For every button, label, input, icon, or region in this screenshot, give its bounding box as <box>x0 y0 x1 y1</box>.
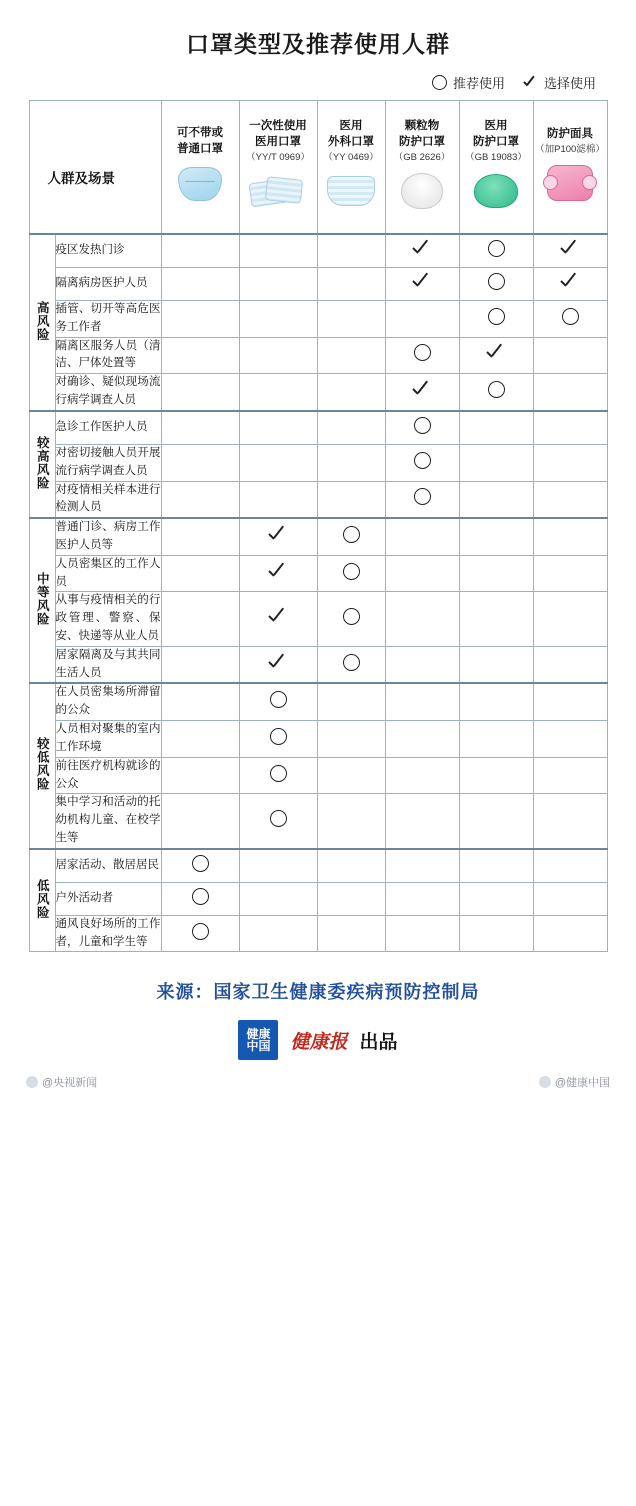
mark-cell-empty <box>533 757 607 794</box>
corner-label: 人群及场景 <box>47 171 115 186</box>
mark-cell-empty <box>459 444 533 481</box>
scenario-cell: 从事与疫情相关的行政管理、警察、保安、快递等从业人员 <box>55 592 161 646</box>
legend <box>0 59 636 100</box>
mark-cell-empty <box>161 411 239 445</box>
table-row <box>29 592 607 646</box>
table-row <box>29 646 607 683</box>
mark-cell-circle <box>459 301 533 338</box>
col1-line1: 一次性使用 <box>249 120 307 133</box>
mark-cell-empty <box>385 683 459 720</box>
mark-cell-empty <box>459 794 533 849</box>
mark-cell-circle <box>533 301 607 338</box>
mark-cell-empty <box>459 411 533 445</box>
mark-cell-empty <box>161 794 239 849</box>
column-header-surgical <box>317 101 385 235</box>
mark-cell-check <box>239 555 317 592</box>
mark-cell-empty <box>533 882 607 915</box>
col4-line2: 防护口罩 <box>473 135 519 148</box>
mark-cell-empty <box>459 757 533 794</box>
scenario-cell: 普通门诊、病房工作医护人员等 <box>55 518 161 555</box>
scenario-cell: 人员相对聚集的室内工作环境 <box>55 721 161 758</box>
mark-cell-circle <box>459 268 533 301</box>
mark-cell-check <box>239 592 317 646</box>
mark-cell-empty <box>317 481 385 518</box>
credits <box>0 1060 636 1090</box>
mark-cell-empty <box>385 915 459 952</box>
mark-cell-empty <box>459 555 533 592</box>
table-row <box>29 234 607 268</box>
scenario-cell: 隔离区服务人员（清洁、尸体处置等 <box>55 337 161 374</box>
mark-cell-check <box>533 268 607 301</box>
check-icon <box>412 381 432 398</box>
circle-icon <box>414 344 431 361</box>
mark-cell-empty <box>317 234 385 268</box>
mark-cell-check <box>385 234 459 268</box>
column-header-medical-protective <box>459 101 533 235</box>
credit-left <box>26 1074 97 1090</box>
mark-cell-circle <box>161 849 239 883</box>
circle-icon <box>270 691 287 708</box>
risk-level-text: 低风险 <box>35 878 50 920</box>
risk-level-label <box>29 683 55 848</box>
circle-icon <box>488 240 505 257</box>
circle-icon <box>488 308 505 325</box>
legend-label-recommended: 推荐使用 <box>452 76 505 91</box>
mark-cell-circle <box>385 481 459 518</box>
mark-cell-empty <box>317 301 385 338</box>
check-icon <box>268 563 288 580</box>
source-line: 来源：国家卫生健康委疾病预防控制局 <box>156 982 480 1003</box>
mark-cell-empty <box>317 337 385 374</box>
mark-cell-empty <box>459 646 533 683</box>
table-row <box>29 444 607 481</box>
circle-icon <box>432 75 447 90</box>
mark-cell-empty <box>161 374 239 411</box>
mark-cell-empty <box>317 411 385 445</box>
col3-std: （GB 2626） <box>393 152 451 164</box>
mark-cell-empty <box>533 849 607 883</box>
table-row <box>29 411 607 445</box>
mark-cell-empty <box>533 337 607 374</box>
scenario-cell: 对密切接触人员开展流行病学调查人员 <box>55 444 161 481</box>
surgical-mask-icon <box>240 167 317 215</box>
mask-recommendation-table <box>29 100 608 952</box>
mark-cell-empty <box>317 444 385 481</box>
table-row <box>29 268 607 301</box>
page-title: 口罩类型及推荐使用人群 <box>186 31 450 57</box>
scenario-cell: 户外活动者 <box>55 882 161 915</box>
mark-cell-empty <box>533 794 607 849</box>
mark-cell-empty <box>459 849 533 883</box>
check-icon <box>412 273 432 290</box>
mark-cell-empty <box>239 849 317 883</box>
column-header-disposable <box>239 101 317 235</box>
mark-cell-circle <box>317 646 385 683</box>
table-row <box>29 481 607 518</box>
scenario-cell: 疫区发热门诊 <box>55 234 161 268</box>
medical-surgical-mask-icon <box>318 167 385 215</box>
mark-cell-empty <box>385 301 459 338</box>
mark-cell-empty <box>459 518 533 555</box>
table-row <box>29 374 607 411</box>
mark-cell-empty <box>161 268 239 301</box>
check-icon <box>268 654 288 671</box>
mark-cell-empty <box>533 915 607 952</box>
col4-line1: 医用 <box>484 120 508 133</box>
mark-cell-empty <box>533 374 607 411</box>
mark-cell-check <box>239 646 317 683</box>
logo-line1: 健康 <box>246 1026 271 1041</box>
mark-cell-empty <box>533 646 607 683</box>
mark-cell-circle <box>239 794 317 849</box>
circle-icon <box>562 308 579 325</box>
mark-cell-circle <box>385 444 459 481</box>
mark-cell-empty <box>459 592 533 646</box>
legend-item-recommended <box>432 73 505 92</box>
mark-cell-empty <box>385 592 459 646</box>
check-icon <box>523 75 538 90</box>
mark-cell-empty <box>161 683 239 720</box>
scenario-cell: 急诊工作医护人员 <box>55 411 161 445</box>
mark-cell-empty <box>317 794 385 849</box>
mark-cell-check <box>239 518 317 555</box>
mark-cell-circle <box>161 882 239 915</box>
column-header-plain <box>161 101 239 235</box>
mark-cell-empty <box>317 849 385 883</box>
n95-mask-icon <box>386 167 459 215</box>
table-row <box>29 721 607 758</box>
col5-std: （加P100滤棉） <box>535 144 605 156</box>
table-row <box>29 794 607 849</box>
check-icon <box>412 240 432 257</box>
mark-cell-empty <box>161 592 239 646</box>
mark-cell-empty <box>239 337 317 374</box>
mark-cell-empty <box>239 882 317 915</box>
mark-cell-empty <box>317 683 385 720</box>
scenario-cell: 在人员密集场所滞留的公众 <box>55 683 161 720</box>
mark-cell-empty <box>385 646 459 683</box>
risk-level-label <box>29 518 55 683</box>
scenario-cell: 隔离病房医护人员 <box>55 268 161 301</box>
mark-cell-empty <box>161 444 239 481</box>
circle-icon <box>414 452 431 469</box>
mark-cell-circle <box>161 915 239 952</box>
mark-cell-empty <box>161 481 239 518</box>
scenario-cell: 居家隔离及与其共同生活人员 <box>55 646 161 683</box>
scenario-cell: 居家活动、散居居民 <box>55 849 161 883</box>
mark-cell-check <box>385 268 459 301</box>
circle-icon <box>343 608 360 625</box>
scenario-cell: 对疫情相关样本进行检测人员 <box>55 481 161 518</box>
mark-cell-empty <box>161 757 239 794</box>
check-icon <box>486 344 506 361</box>
logo-line2: 中国 <box>246 1039 271 1054</box>
circle-icon <box>192 888 209 905</box>
health-news-logo: 健康报 <box>290 1031 348 1053</box>
mark-cell-empty <box>533 592 607 646</box>
weibo-icon <box>26 1076 38 1088</box>
risk-level-label <box>29 411 55 518</box>
mark-cell-empty <box>459 882 533 915</box>
mark-cell-empty <box>533 444 607 481</box>
mark-cell-empty <box>239 481 317 518</box>
respirator-icon <box>534 159 607 207</box>
mark-cell-circle <box>317 592 385 646</box>
mark-cell-empty <box>161 301 239 338</box>
mark-cell-empty <box>239 411 317 445</box>
mark-cell-empty <box>385 721 459 758</box>
mark-cell-empty <box>533 683 607 720</box>
healthy-china-logo <box>238 1020 278 1060</box>
mark-cell-empty <box>317 268 385 301</box>
mark-cell-circle <box>385 411 459 445</box>
mark-cell-empty <box>385 555 459 592</box>
credit-right-label: @健康中国 <box>554 1077 610 1090</box>
produced-by-label: 出品 <box>359 1031 398 1053</box>
scenario-cell: 前往医疗机构就诊的公众 <box>55 757 161 794</box>
mark-cell-empty <box>161 646 239 683</box>
check-icon <box>560 240 580 257</box>
mark-cell-empty <box>239 374 317 411</box>
mark-cell-empty <box>317 757 385 794</box>
circle-icon <box>270 810 287 827</box>
table-row <box>29 555 607 592</box>
circle-icon <box>414 417 431 434</box>
weibo-icon <box>539 1076 551 1088</box>
mark-cell-check <box>533 234 607 268</box>
table-row <box>29 337 607 374</box>
circle-icon <box>343 563 360 580</box>
mark-cell-empty <box>161 337 239 374</box>
risk-level-text: 高风险 <box>35 300 50 341</box>
table-row <box>29 882 607 915</box>
mark-cell-empty <box>161 234 239 268</box>
medical-protective-mask-icon <box>460 167 533 215</box>
mark-cell-circle <box>317 555 385 592</box>
mark-cell-circle <box>317 518 385 555</box>
circle-icon <box>488 381 505 398</box>
circle-icon <box>192 855 209 872</box>
risk-level-text: 中等风险 <box>35 572 50 627</box>
mark-cell-circle <box>239 757 317 794</box>
mark-cell-empty <box>317 721 385 758</box>
mark-cell-empty <box>385 518 459 555</box>
col1-line2: 医用口罩 <box>255 135 301 148</box>
credit-left-label: @央视新闻 <box>42 1077 98 1090</box>
risk-level-label <box>29 849 55 952</box>
mark-cell-empty <box>385 849 459 883</box>
credit-right <box>539 1074 610 1090</box>
mark-cell-empty <box>533 411 607 445</box>
col0-line2: 普通口罩 <box>177 143 223 155</box>
mark-cell-empty <box>317 882 385 915</box>
mark-cell-empty <box>161 518 239 555</box>
mark-cell-circle <box>239 683 317 720</box>
mark-cell-empty <box>459 683 533 720</box>
mark-cell-circle <box>459 374 533 411</box>
mark-cell-empty <box>317 915 385 952</box>
scenario-cell: 对确诊、疑似现场流行病学调查人员 <box>55 374 161 411</box>
col1-std: （YY/T 0969） <box>246 152 310 164</box>
scenario-cell: 插管、切开等高危医务工作者 <box>55 301 161 338</box>
risk-level-label <box>29 234 55 411</box>
mark-cell-empty <box>459 721 533 758</box>
table-row <box>29 301 607 338</box>
mark-cell-empty <box>239 444 317 481</box>
mark-cell-empty <box>161 555 239 592</box>
circle-icon <box>192 923 209 940</box>
circle-icon <box>343 526 360 543</box>
col0-line1: 可不带或 <box>177 127 223 140</box>
scenario-cell: 通风良好场所的工作者，儿童和学生等 <box>55 915 161 952</box>
column-header-respirator <box>533 101 607 235</box>
table-row <box>29 518 607 555</box>
legend-item-optional <box>523 73 596 92</box>
col2-line2: 外科口罩 <box>328 135 374 148</box>
check-icon <box>268 526 288 543</box>
col3-line2: 防护口罩 <box>399 135 445 148</box>
risk-level-text: 较低风险 <box>35 737 50 792</box>
mark-cell-empty <box>459 481 533 518</box>
mark-cell-empty <box>239 915 317 952</box>
column-header-particulate <box>385 101 459 235</box>
circle-icon <box>270 728 287 745</box>
check-icon <box>268 608 288 625</box>
table-header-row <box>29 101 607 235</box>
circle-icon <box>488 273 505 290</box>
col5-line1: 防护面具 <box>547 127 593 140</box>
mark-cell-circle <box>459 234 533 268</box>
mark-cell-empty <box>239 301 317 338</box>
mark-cell-empty <box>385 882 459 915</box>
table-row <box>29 757 607 794</box>
mark-cell-empty <box>239 234 317 268</box>
footer-logos <box>0 1020 636 1060</box>
mark-cell-empty <box>533 481 607 518</box>
mark-cell-empty <box>533 518 607 555</box>
scenario-cell: 集中学习和活动的托幼机构儿童、在校学生等 <box>55 794 161 849</box>
circle-icon <box>414 488 431 505</box>
table-row <box>29 915 607 952</box>
mark-cell-empty <box>239 268 317 301</box>
scenario-cell: 人员密集区的工作人员 <box>55 555 161 592</box>
mark-cell-empty <box>533 721 607 758</box>
risk-level-text: 较高风险 <box>35 435 50 490</box>
mark-cell-circle <box>385 337 459 374</box>
mark-cell-empty <box>317 374 385 411</box>
mark-cell-empty <box>459 915 533 952</box>
col2-line1: 医用 <box>339 120 363 133</box>
corner-header <box>29 101 161 235</box>
check-icon <box>560 273 580 290</box>
circle-icon <box>343 654 360 671</box>
mark-cell-check <box>385 374 459 411</box>
mark-cell-empty <box>533 555 607 592</box>
mark-cell-circle <box>239 721 317 758</box>
col2-std: （YY 0469） <box>323 152 379 164</box>
mark-cell-empty <box>385 794 459 849</box>
legend-label-optional: 选择使用 <box>543 76 596 91</box>
mark-cell-empty <box>161 721 239 758</box>
col3-line1: 颗粒物 <box>404 120 440 133</box>
col4-std: （GB 19083） <box>465 152 527 164</box>
table-row <box>29 849 607 883</box>
mark-cell-check <box>459 337 533 374</box>
mark-cell-empty <box>385 757 459 794</box>
plain-mask-icon <box>162 160 239 208</box>
circle-icon <box>270 765 287 782</box>
table-row <box>29 683 607 720</box>
